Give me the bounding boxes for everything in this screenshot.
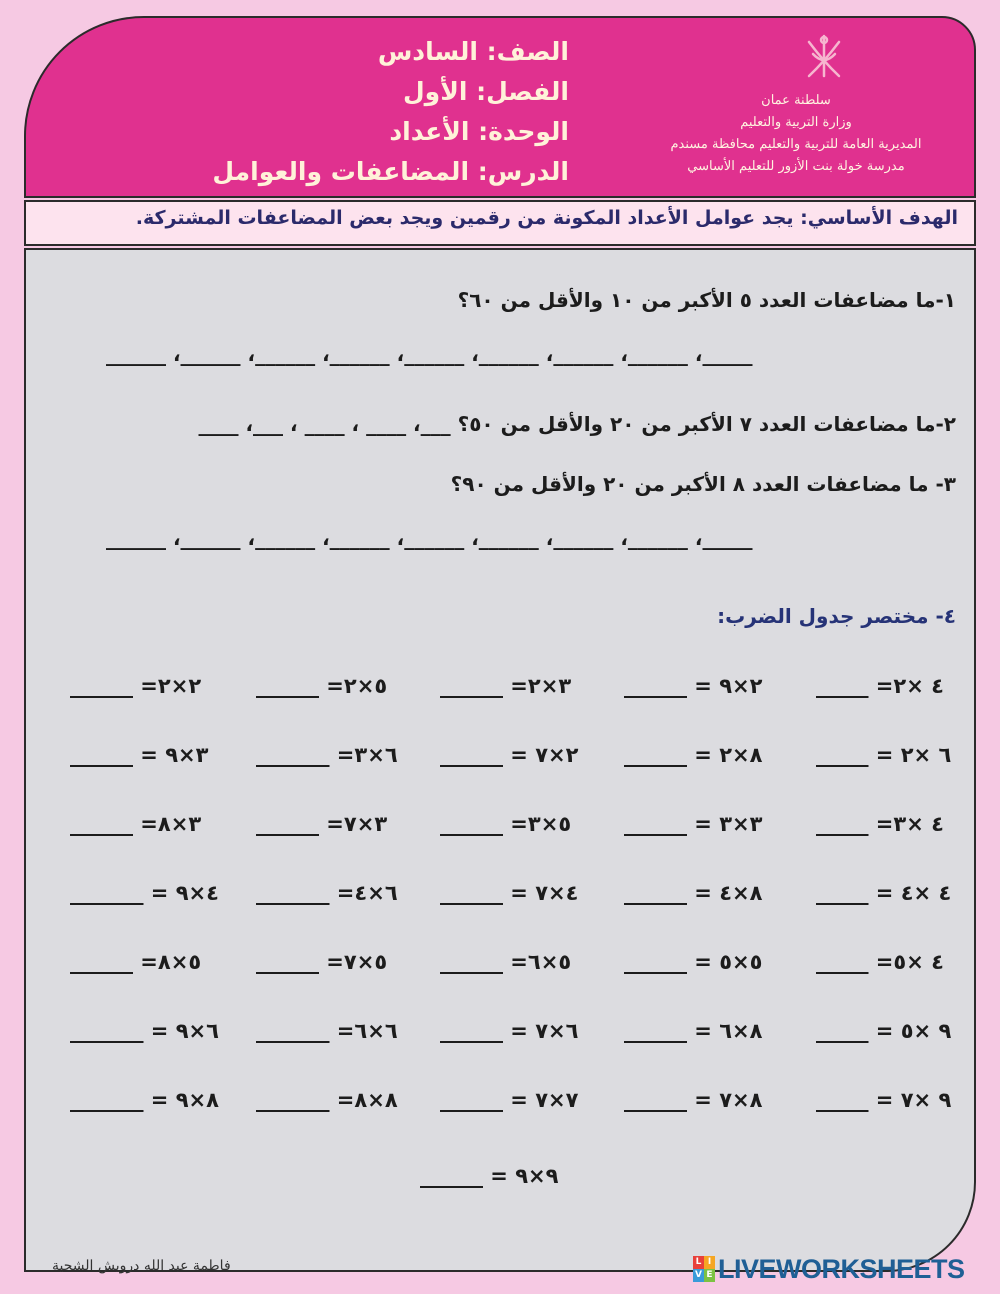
table-cell[interactable]: ______ =٥×٨ bbox=[70, 950, 202, 974]
badge-letter: V bbox=[693, 1269, 704, 1282]
brand-text: LIVEWORKSHEETS bbox=[718, 1253, 965, 1284]
table-cell[interactable]: ______ = ٨×٦ bbox=[624, 1019, 763, 1043]
table-cell[interactable]: _______ =٨×٨ bbox=[256, 1088, 398, 1112]
table-cell[interactable]: _____ =٤ ×٣ bbox=[816, 812, 944, 836]
table-cell[interactable]: ______ = ٧×٧ bbox=[440, 1088, 579, 1112]
worksheet-body bbox=[24, 248, 976, 1272]
table-cell[interactable]: ______ = ٢×٩ bbox=[624, 674, 763, 698]
badge-letter: E bbox=[704, 1269, 715, 1282]
table-cell[interactable]: ______ = ٨×٧ bbox=[624, 1088, 763, 1112]
table-cell[interactable]: _____ =٤ ×٥ bbox=[816, 950, 944, 974]
table-cell[interactable]: ______ =٣×٨ bbox=[70, 812, 202, 836]
table-cell[interactable]: _____ = ٤ ×٤ bbox=[816, 881, 952, 905]
table-cell[interactable]: ______ =٥×٦ bbox=[440, 950, 572, 974]
header-banner bbox=[24, 16, 976, 198]
grade-label: الصف: السادس bbox=[377, 37, 569, 66]
table-cell[interactable]: ______ =٥×٢ bbox=[256, 674, 388, 698]
table-cell[interactable]: ______ =٥×٧ bbox=[256, 950, 388, 974]
table-cell[interactable]: _____ = ٩ ×٧ bbox=[816, 1088, 952, 1112]
table-cell[interactable]: ______ =٣×٢ bbox=[440, 674, 572, 698]
table-cell[interactable]: _______ =٦×٤ bbox=[256, 881, 398, 905]
table-cell[interactable]: ______ = ٨×٢ bbox=[624, 743, 763, 767]
table-cell[interactable]: ______ = ٥×٥ bbox=[624, 950, 763, 974]
country-label: سلطنة عمان bbox=[761, 93, 831, 108]
table-cell[interactable]: _______ = ٤×٩ bbox=[70, 881, 219, 905]
badge-letter: I bbox=[704, 1256, 715, 1269]
liveworksheets-logo[interactable] bbox=[693, 1254, 965, 1284]
table-cell[interactable]: ______ =٣×٧ bbox=[256, 812, 388, 836]
directorate-label: المديرية العامة للتربية والتعليم محافظة مسندم bbox=[670, 137, 922, 152]
semester-label: الفصل: الأول bbox=[402, 77, 569, 106]
table-cell[interactable]: _______ = ٦×٩ bbox=[70, 1019, 219, 1043]
lesson-label: الدرس: المضاعفات والعوامل bbox=[212, 157, 569, 186]
question-1-answers[interactable]: ______ ،______ ،______ ،______ ،______ ،______ ،______ ،______ ،_____ bbox=[106, 342, 753, 366]
last-equation[interactable]: ______ = ٩×٩ bbox=[420, 1164, 559, 1188]
table-cell[interactable]: _____ = ٩ ×٥ bbox=[816, 1019, 952, 1043]
question-3: ٣- ما مضاعفات العدد ٨ الأكبر من ٢٠ والأقل من ٩٠؟ bbox=[450, 472, 956, 496]
learning-goal: الهدف الأساسي: يجد عوامل الأعداد المكونة من رقمين ويجد بعض المضاعفات المشتركة. bbox=[24, 200, 976, 246]
author-name: فاطمة عبد الله درويش الشحية bbox=[52, 1258, 231, 1274]
brand-badge-icon bbox=[693, 1256, 715, 1282]
badge-letter: L bbox=[693, 1256, 704, 1269]
oman-emblem-icon bbox=[799, 32, 849, 84]
table-cell[interactable]: ______ = ٨×٤ bbox=[624, 881, 763, 905]
lesson-info bbox=[212, 32, 569, 192]
question-2: ٢-ما مضاعفات العدد ٧ الأكبر من ٢٠ والأقل من ٥٠؟ ___، ____ ، ____ ، ___، ____ bbox=[198, 412, 956, 436]
table-cell[interactable]: _____ =٤ ×٢ bbox=[816, 674, 944, 698]
ministry-block bbox=[646, 90, 946, 178]
table-cell[interactable]: ______ =٢×٢ bbox=[70, 674, 202, 698]
table-cell[interactable]: ______ = ٢×٧ bbox=[440, 743, 579, 767]
table-cell[interactable]: _______ =٦×٣ bbox=[256, 743, 398, 767]
question-3-answers[interactable]: ______ ،______ ،______ ،______ ،______ ،______ ،______ ،______ ،_____ bbox=[106, 526, 753, 550]
ministry-label: وزارة التربية والتعليم bbox=[740, 115, 852, 130]
question-4: ٤- مختصر جدول الضرب: bbox=[717, 604, 956, 628]
table-cell[interactable]: ______ = ٣×٣ bbox=[624, 812, 763, 836]
table-cell[interactable]: ______ = ٤×٧ bbox=[440, 881, 579, 905]
unit-label: الوحدة: الأعداد bbox=[389, 117, 569, 146]
school-label: مدرسة خولة بنت الأزور للتعليم الأساسي bbox=[687, 159, 905, 174]
table-cell[interactable]: _______ =٦×٦ bbox=[256, 1019, 398, 1043]
table-cell[interactable]: ______ = ٦×٧ bbox=[440, 1019, 579, 1043]
worksheet-card bbox=[24, 16, 976, 1272]
table-cell[interactable]: _____ = ٦ ×٢ bbox=[816, 743, 952, 767]
question-1: ١-ما مضاعفات العدد ٥ الأكبر من ١٠ والأقل من ٦٠؟ bbox=[457, 288, 956, 312]
table-cell[interactable]: ______ = ٣×٩ bbox=[70, 743, 209, 767]
table-cell[interactable]: _______ = ٨×٩ bbox=[70, 1088, 219, 1112]
table-cell[interactable]: ______ =٥×٣ bbox=[440, 812, 572, 836]
